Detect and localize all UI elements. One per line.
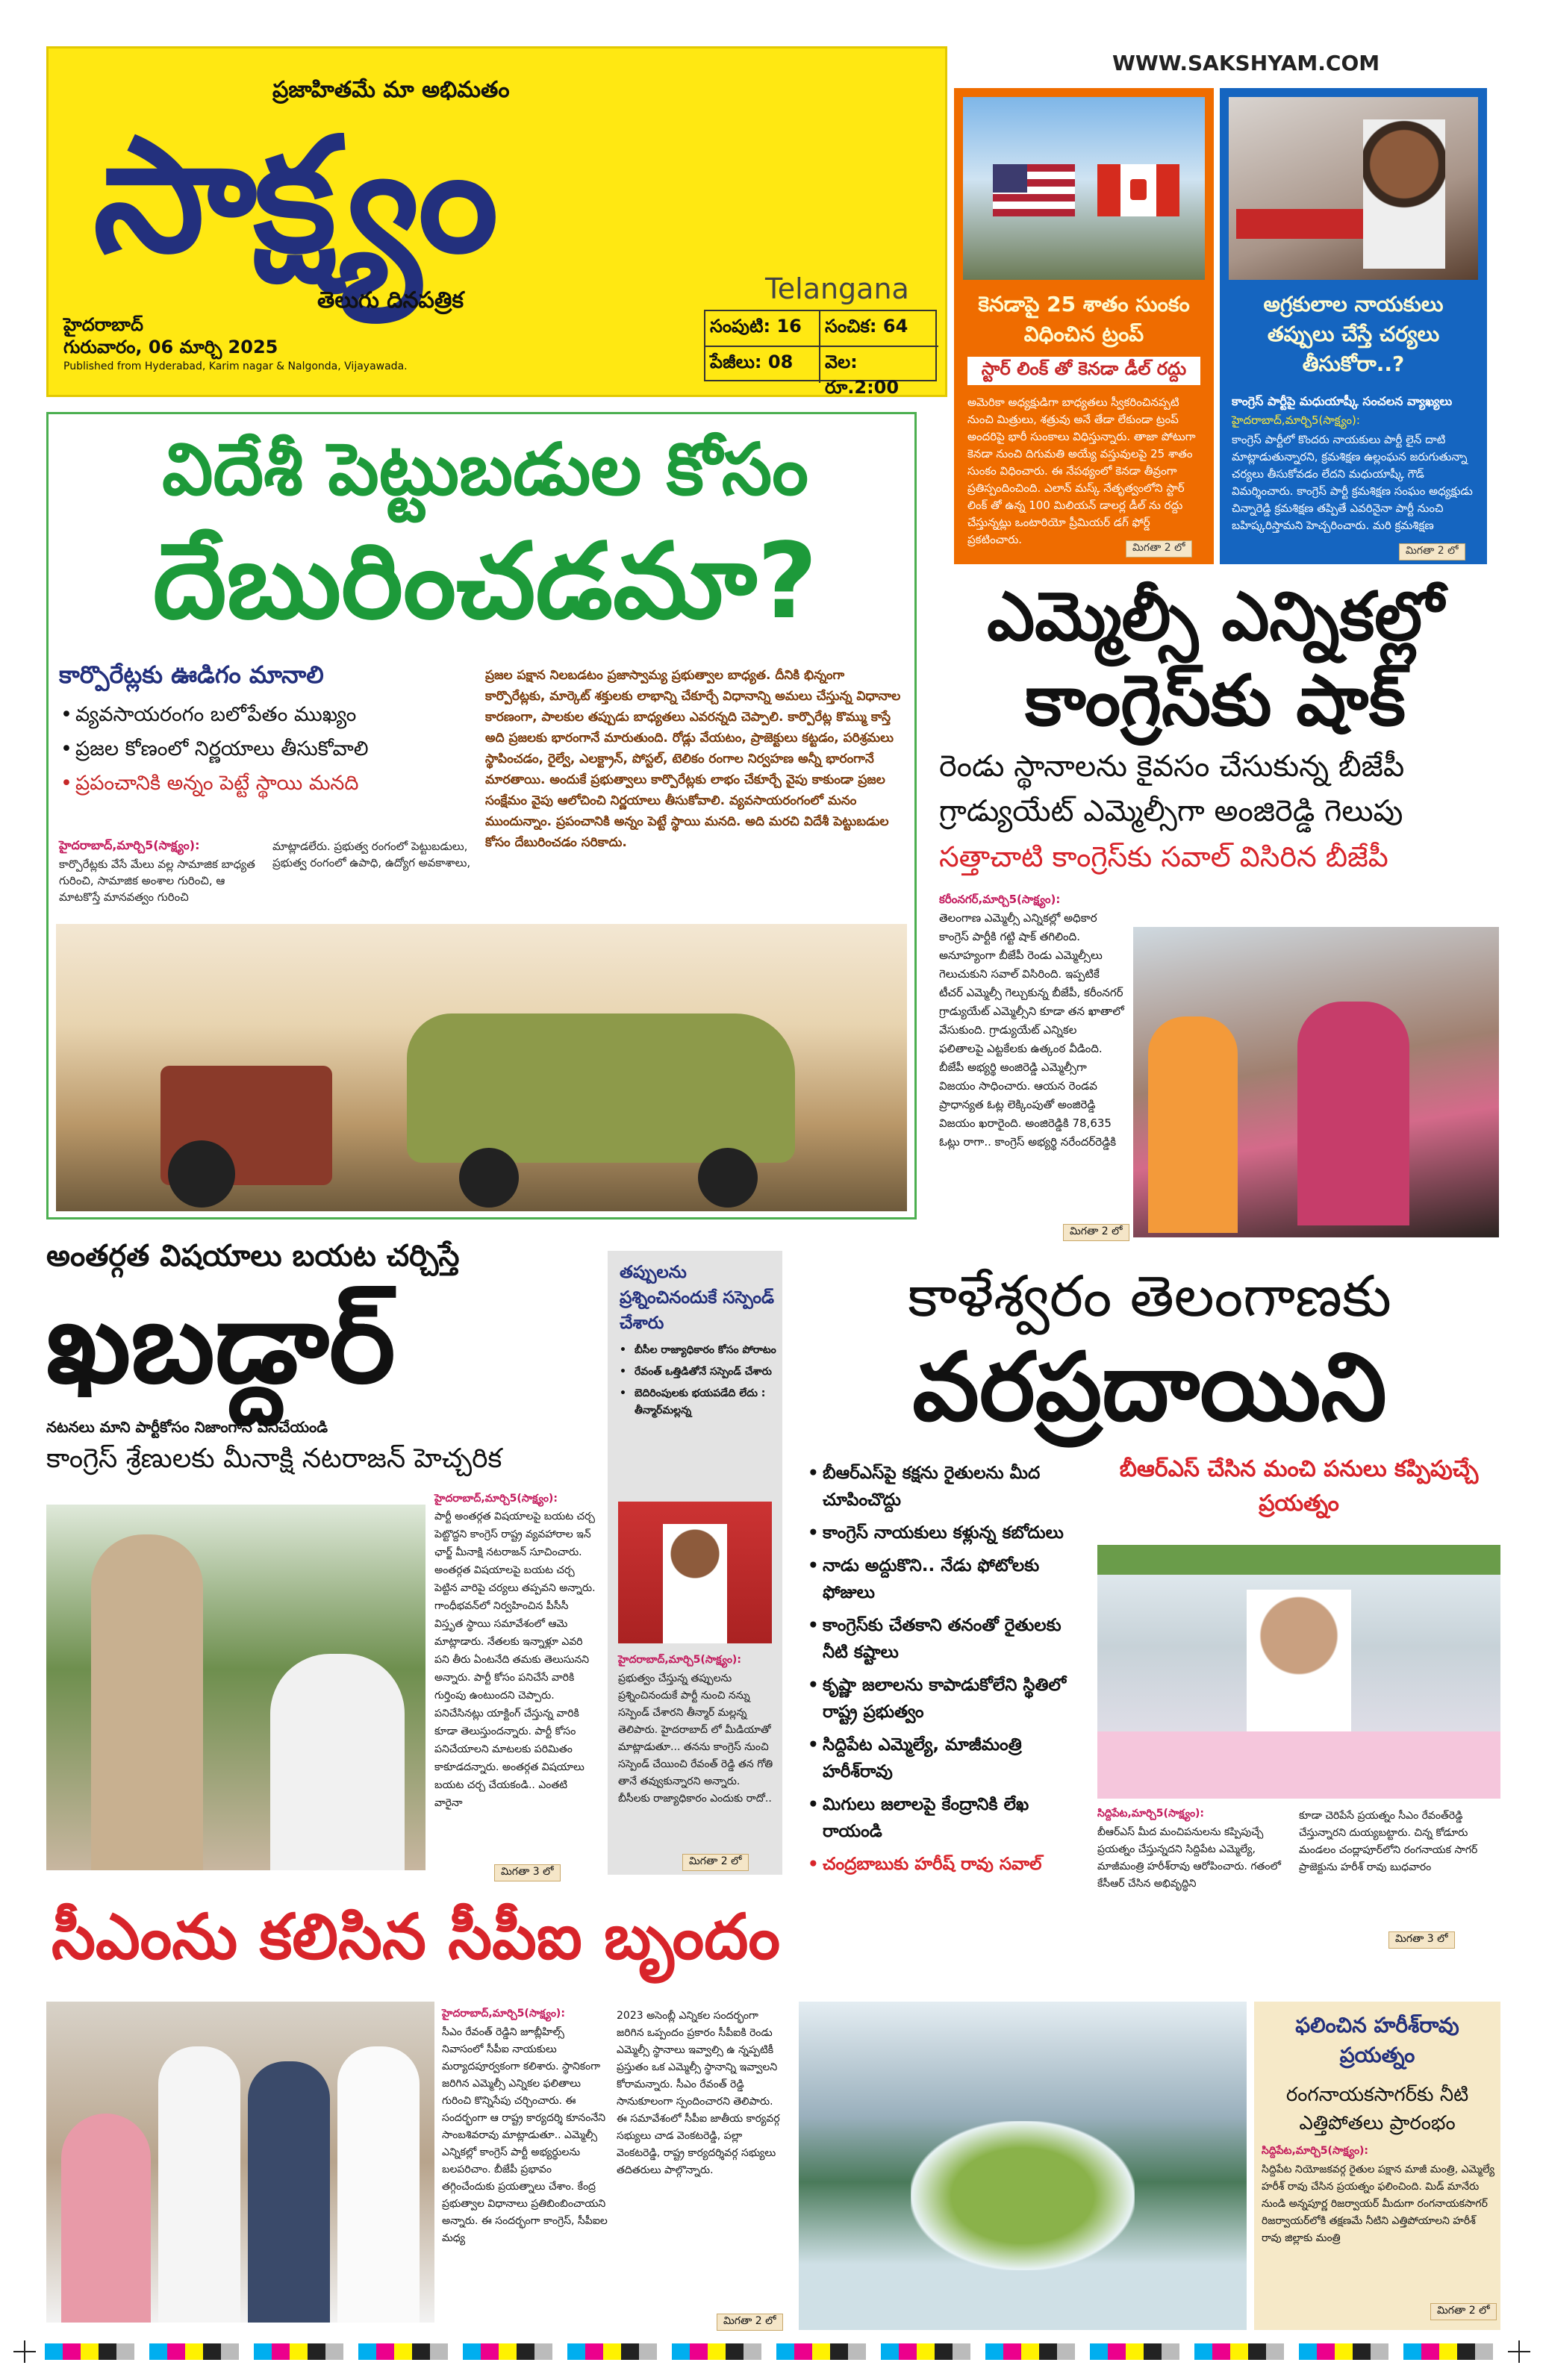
harish-story [1254, 2002, 1500, 2330]
teaser-congress-body: కాంగ్రెస్ పార్టీలో కొందరు నాయకులు పార్టీ లైన్ దాటి మాట్లాడుతున్నారని, క్రమశిక్షణ ఉల్లంఘన జరుగుతున్నా చర్యలు తీసుకోవడం లేదని మధుయాష్కీ గౌడ్ విమర్శించారు. కాంగ్రెస్ పార్టీ క్రమశిక్షణ సంఘం అధ్యక్షుడు చిన్నారెడ్డి క్రమశిక్షణ తప్పితే ఎవరినైనా పార్టీ నుంచి బహిష్కరిస్తామని హెచ్చరించారు. మరి క్రమశిక్షణ [1232, 433, 1473, 532]
kaleshwaram-bullet: • బీఆర్ఎస్‌పై కక్షను రైతులను మీద చూపించొద్దు [806, 1460, 1090, 1514]
teaser-congress-page-ref[interactable]: మిగతా 2 లో [1399, 543, 1465, 560]
kaleshwaram-dateline: సిద్దిపేట,మార్చి5(సాక్ష్యం): [1097, 1808, 1205, 1820]
kaleshwaram-bullet: • కాంగ్రెస్‌కు చేతకాని తనంతో రైతులకు నీటి కష్టాలు [806, 1612, 1090, 1666]
teaser-canada-photo [963, 97, 1205, 280]
mlc-headline-1: ఎమ్మెల్సీ ఎన్నికల్లో [987, 578, 1444, 656]
cpi-page-ref[interactable]: మిగతా 2 లో [717, 2314, 783, 2331]
khabardar-photo [46, 1505, 426, 1870]
khabardar-headline: ఖబడ్దార్ [46, 1278, 396, 1408]
leader-portrait [1363, 119, 1445, 269]
lead-headline-2: దేబురించడమా? [152, 521, 818, 643]
masthead-city: హైదరాబాద్ [63, 314, 143, 335]
hay-load [407, 1013, 795, 1163]
kaleshwaram-body-col2: కూడా చెరిపేసే ప్రయత్నం సీఎం రేవంత్‌రెడ్డి చేస్తున్నారని దుయ్యబట్టారు. చిన్న కోడూరు మండలం చంద్లాపూర్‌లోని రంగనాయక సాగర్ ప్రాజెక్టును హరీశ్ రావు బుధవారం [1299, 1810, 1478, 1873]
khabardar-dateline: హైదరాబాద్,మార్చి5(సాక్ష్యం): [434, 1493, 558, 1505]
harish-headline: ఫలించిన హరీశ్‌రావు ప్రయత్నం [1295, 2013, 1459, 2067]
masthead-volume: సంపుటి: 16 [710, 316, 802, 337]
suspend-bullets [618, 1342, 776, 1419]
kaleshwaram-bullets [806, 1460, 1090, 1878]
teaser-congress-photo [1229, 97, 1478, 280]
lead-bullet: • వ్యవసాయరంగం బలోపేతం ముఖ్యం [59, 698, 477, 732]
khabardar-sub2: కాంగ్రెస్ శ్రేణులకు మీనాక్షి నటరాజన్ హెచ్చరిక [46, 1443, 502, 1474]
mlc-headline-2: కాంగ్రెస్‌కు షాక్ [1025, 660, 1406, 742]
suspend-body: ప్రభుత్వం చేస్తున్న తప్పులను ప్రశ్నించినందుకే పార్టీ నుంచి నన్ను సస్పెండ్ చేశారని తీన్మార్ మల్లన్న తెలిపారు. హైదరాబాద్ లో మీడియాతో మాట్లాడుతూ... తనను కాంగ్రెస్ నుంచి సస్పెండ్ చేయించి రేవంత్ రెడ్డి తన గోతి తానే తవ్వుకున్నారని అన్నారు. బీసీలకు రాజ్యాధికారం ఎందుకు రాదో.. [618, 1672, 773, 1805]
lead-farm-photo [56, 924, 907, 1211]
masthead-logo: సాక్ష్యం [93, 103, 496, 287]
mlc-sub3: సత్తాచాటి కాంగ్రెస్‌కు సవాల్ విసిరిన బీజేపీ [939, 840, 1388, 873]
water-surge [911, 2121, 1135, 2270]
suspend-bullet: • రేవంత్ ఒత్తిడితోనే సస్పెండ్ చేశారు [618, 1364, 776, 1381]
teaser-congress-dateline: హైదరాబాద్,మార్చి5(సాక్ష్యం): [1232, 413, 1360, 427]
kaleshwaram-page-ref[interactable]: మిగతా 3 లో [1388, 1931, 1455, 1949]
lead-bullet: • ప్రపంచానికి అన్నం పెట్టే స్థాయి మనది [59, 766, 477, 801]
suspend-dateline: హైదరాబాద్,మార్చి5(సాక్ష్యం): [618, 1654, 741, 1666]
harish-photo [799, 2002, 1247, 2330]
masthead-published: Published from Hyderabad, Karim nagar & Nalgonda, Vijayawada. [63, 360, 408, 372]
mlc-dateline: కరీంనగర్,మార్చి5(సాక్ష్యం): [939, 893, 1061, 906]
mlc-body: తెలంగాణ ఎమ్మెల్సీ ఎన్నికల్లో అధికార కాంగ్రెస్ పార్టీకి గట్టి షాక్ తగిలింది. అనూహ్యంగా బీజేపీ రెండు ఎమ్మెల్సీలు గెలుచుకుని సవాల్ విసిరింది. ఇప్పటికే టీచర్ ఎమ్మెల్సీ గెల్చుకున్న బీజేపీ, కరీంనగర్ గ్రాడ్యుయేట్ ఎమ్మెల్సీని కూడా తన ఖాతాలో వేసుకుంది. గ్రాడ్యుయేట్ ఎన్నికల ఫలితాలపై ఎట్టకేలకు ఉత్కంఠ వీడింది. బీజేపీ అభ్యర్థి అంజిరెడ్డి ఎమ్మెల్సీగా విజయం సాధించారు. ఆయన రెండవ ప్రాధాన్యత ఓట్ల లెక్కింపుతో అంజిరెడ్డి విజయం ఖరారైంది. అంజిరెడ్డికి 78,635 ఓట్లు రాగా.. కాంగ్రెస్ అభ్యర్థి నరేందర్‌రెడ్డికి [939, 911, 1124, 1149]
kaleshwaram-bullet: • మిగులు జలాలపై కేంద్రానికి లేఖ రాయండి [806, 1791, 1090, 1845]
lead-bullets [59, 698, 477, 801]
lead-story [46, 412, 917, 1219]
kaleshwaram-story [799, 1261, 1500, 1963]
masthead-subtitle: తెలుగు దినపత్రిక [317, 287, 464, 313]
kaleshwaram-headline-2: వరప్రదాయిని [912, 1332, 1387, 1442]
harish-sub: రంగనాయకసాగర్‌కు నీటి ఎత్తిపోతలు ప్రారంభం [1285, 2084, 1469, 2134]
lead-editorial: ప్రజల పక్షాన నిలబడటం ప్రజాస్వామ్య ప్రభుత్వాల బాధ్యత. దీనికి భిన్నంగా కార్పొరేట్లకు, మార్కెట్ శక్తులకు లాభాన్ని చేకూర్చే విధానాన్ని అమలు చేస్తున్న విధానాల కారణంగా, పాలకుల తప్పుడు బాధ్యతలు ఎవరన్నది చెప్పాలి. కార్పొరేట్ల కొమ్ము కాస్తే అది ప్రజలకు భారంగానే మారుతుంది. రోడ్లు వేయటం, ప్రాజెక్టులు కట్టడం, పరిశ్రమలు స్థాపించడం, రైల్వే, ఎలక్ట్రాన్, పోస్టల్, టెలికం రంగాల నిర్వహణ అన్నీ భారంగానే మారతాయి. అందుకే ప్రభుత్వాలు కార్పొరేట్లకు లాభం చేకూర్చే వైపు కాకుండా ప్రజల సంక్షేమం వైపు ఆలోచించి నిర్ణయాలు తీసుకోవాలి. వ్యవసాయరంగంలో మనం ముందున్నాం. ప్రపంచానికి అన్నం పెట్టే స్థాయి మనది. అది మరచి విదేశీ పెట్టుబడుల కోసం దేబురించడం సరికాదు. [485, 668, 901, 850]
cpi-dateline: హైదరాబాద్,మార్చి5(సాక్ష్యం): [442, 2008, 565, 2020]
suspend-photo [618, 1502, 772, 1643]
mlc-page-ref[interactable]: మిగతా 2 లో [1063, 1224, 1129, 1241]
masthead-tagline: ప్రజాహితమే మా అభిమతం [272, 77, 510, 103]
registration-strip [45, 2343, 1500, 2360]
khabardar-page-ref[interactable]: మిగతా 3 లో [494, 1864, 561, 1881]
suspend-headline: తప్పులను ప్రశ్నించినందుకే సస్పెండ్ చేశారు [620, 1263, 775, 1333]
kaleshwaram-bullet: • కాంగ్రెస్ నాయకులు కళ్లున్న కబోదులు [806, 1519, 1090, 1546]
masthead-edition: Telangana [765, 272, 909, 305]
teaser-canada-headline: కెనడాపై 25 శాతం సుంకం విధించిన ట్రంప్ [978, 292, 1190, 346]
kaleshwaram-bullet: • నాడు అద్దుకొని.. నేడు ఫోటోలకు ఫోజులు [806, 1552, 1090, 1606]
kaleshwaram-headline-1: కాళేశ్వరం తెలంగాణకు [908, 1263, 1391, 1329]
teaser-canada-page-ref[interactable]: మిగతా 2 లో [1126, 540, 1192, 557]
masthead-info-box [704, 310, 937, 398]
teaser-congress-intro: కాంగ్రెస్ పార్టీపై మధుయాష్కీ సంచలన వ్యాఖ్యలు [1232, 394, 1453, 408]
cpi-photo [46, 2002, 434, 2323]
khabardar-kicker: అంతర్గత విషయాలు బయట చర్చిస్తే [46, 1239, 460, 1273]
khabardar-sub1: నటనలు మాని పార్టీకోసం నిజాంగానే పనిచేయండి [46, 1418, 328, 1436]
masthead [46, 46, 947, 397]
website-url[interactable]: WWW.SAKSHYAM.COM [1112, 51, 1380, 75]
khabardar-body: పార్టీ అంతర్గత విషయాలపై బయట చర్చ పెట్టొద్దని కాంగ్రెస్ రాష్ట్ర వ్యవహారాల ఇన్ ఛార్జ్ మీనాక్షి నటరాజన్ సూచించారు. అంతర్గత విషయాలపై బయట చర్చ పెట్టిన వారిపై చర్యలు తప్పవని అన్నారు. గాంధీభవన్‌లో నిర్వహించిన పీసీసీ విస్తృత స్థాయి సమావేశంలో ఆమె మాట్లాడారు. నేతలకు ఇన్నాళ్లూ ఎవరి పని తీరు ఏంటనేది తమకు తెలుసునని అన్నారు. పార్టీ కోసం పనిచేసే వారికి గుర్తింపు ఉంటుందని చెప్పారు. పనిచేసినట్లు యాక్టింగ్ చేస్తున్న వారికి కూడా తెలుస్తుందన్నారు. పార్టీ కోసం పనిచేయాలని మాటలకు పరిమితం కాకూడదన్నారు. అంతర్గత విషయాలు బయట చర్చ చేయకండి.. ఎంతటి వారైనా [434, 1511, 596, 1809]
teaser-canada[interactable] [954, 88, 1214, 564]
kaleshwaram-body-col1: బీఆర్‌ఎస్ మీద మంచిపనులను కప్పిపుచ్చే ప్రయత్నం చేస్తున్నదని సిద్దిపేట ఎమ్మెల్యే, మాజీమంత్రి హరీశ్‌రావు ఆరోపించారు. గతంలో కేసీఆర్ చేసిన అభివృద్ధిని [1097, 1826, 1281, 1890]
masthead-price: వెల: రూ.2:00 [825, 352, 900, 398]
cpi-body-col2: 2023 అసెంబ్లీ ఎన్నికల సందర్భంగా జరిగిన ఒప్పందం ప్రకారం సీపీఐకి రెండు ఎమ్మెల్సీ స్థానాలు ఇవ్వాల్సి ఉ న్నప్పటికీ ప్రస్తుతం ఒక ఎమ్మెల్సీ స్థానాన్ని ఇవ్వాలని కోరామన్నారు. సీఎం రేవంత్ రెడ్డి సానుకూలంగా స్పందించారని తెలిపారు. ఈ సమావేశంలో సీపీఐ జాతీయ కార్యవర్గ సభ్యులు చాడ వెంకటరెడ్డి, పల్లా వెంకటరెడ్డి, రాష్ట్ర కార్యదర్శివర్గ సభ్యులు తదితరులు పాల్గొన్నారు. [617, 2010, 780, 2176]
masthead-pages: పేజీలు: 08 [710, 352, 794, 372]
lead-headline-1: విదేశీ పెట్టుబడుల కోసం [162, 428, 808, 511]
teaser-congress-headline: అగ్రకులాల నాయకులు తప్పులు చేస్తే చర్యలు తీసుకోరా..? [1263, 292, 1444, 376]
harish-page-ref[interactable]: మిగతా 2 లో [1430, 2303, 1497, 2320]
mlc-sub1: రెండు స్థానాలను కైవసం చేసుకున్న బీజేపీ [939, 749, 1405, 784]
lead-deck: కార్పొరేట్లకు ఊడిగం మానాలి [59, 660, 324, 689]
kaleshwaram-deck: బీఆర్ఎస్ చేసిన మంచి పనులు కప్పిపుచ్చే ప్రయత్నం [1119, 1456, 1479, 1517]
kaleshwaram-bullet: • చంద్రబాబుకు హరీష్ రావు సవాల్ [806, 1851, 1090, 1878]
registration-mark-icon [13, 2340, 36, 2363]
suspend-bullet: • బీసీల రాజ్యాధికారం కోసం పోరాటం [618, 1342, 776, 1359]
teaser-congress[interactable] [1220, 88, 1487, 564]
mlc-sub2: గ్రాడ్యుయేట్ ఎమ్మెల్సీగా అంజిరెడ్డి గెలుపు [939, 794, 1403, 828]
suspend-story [608, 1251, 782, 1875]
suspend-bullet: • బెదిరింపులకు భయపడేది లేదు : తీన్మార్‌మల్లన్న [618, 1385, 776, 1419]
harish-body: సిద్దిపేట నియోజకవర్గ రైతుల పక్షాన మాజీ మంత్రి, ఎమ్మెల్యే హరీశ్ రావు చేసిన ప్రయత్నం ఫలించింది. మిడ్ మానేరు నుండి అన్నపూర్ణ రిజర్వాయర్ మీదుగా రంగనాయకసాగర్ రిజర్వాయర్‌లోకి తక్షణమే నీటిని ఎత్తిపోయాలని హరీశ్ రావు జిల్లాకు మంత్రి [1262, 2164, 1494, 2244]
teaser-canada-body: అమెరికా అధ్యక్షుడిగా బాధ్యతలు స్వీకరించినప్పటి నుంచి మిత్రులు, శత్రువు అనే తేడా లేకుండా ట్రంప్ అందరిపై భారీ సుంకాలు విధిస్తున్నారు. తాజా పోటుగా కెనడా నుంచి దిగుమతి అయ్యే వస్తువులపై 25 శాతం సుంకం విధించారు. ఈ నేపథ్యంలో కెనడా తీవ్రంగా ప్రతిస్పందించింది. ఎలాన్ మస్క్ నేతృత్వంలోని స్టార్ లింక్ తో ఉన్న 100 మిలియన్ డాలర్ల డీల్ ను రద్దు చేస్తున్నట్లు ఒంటారియో ప్రీమియర్ డగ్ ఫోర్డ్ ప్రకటించారు. [967, 396, 1196, 546]
masthead-issue: సంచిక: 64 [825, 316, 908, 337]
lead-body-col2: మాట్లాడలేరు. ప్రభుత్వ రంగంలో పెట్టుబడులు, ప్రభుత్వ రంగంలో ఉపాధి, ఉద్యోగ అవకాశాలు, [272, 840, 471, 869]
mlc-bjp-photo [1133, 927, 1499, 1237]
kaleshwaram-bullet: • కృష్ణా జలాలను కాపాడుకోలేని స్థితిలో రాష్ట్ర ప్రభుత్వం [806, 1672, 1090, 1725]
mlc-story [932, 576, 1499, 1251]
cpi-headline: సీఎంను కలిసిన సీపీఐ బృందం [51, 1900, 781, 1973]
teaser-canada-subhead: స్టార్ లింక్ తో కెనడా డీల్ రద్దు [967, 357, 1200, 385]
harish-dateline: సిద్దిపేట,మార్చి5(సాక్ష్యం): [1262, 2145, 1369, 2157]
registration-mark-icon [1508, 2340, 1530, 2363]
lead-body-col1: కార్పొరేట్లకు వేసే మేలు వల్ల సామాజిక బాధ్యత గురించి, సామాజిక అంశాల గురించి, ఆ మాటకొస్తే మానవత్వం గురించి [59, 858, 255, 904]
masthead-date: గురువారం, 06 మార్చి 2025 [63, 337, 278, 357]
kaleshwaram-bullet: • సిద్దిపేట ఎమ్మెల్యే, మాజీమంత్రి హరీశ్‌రావు [806, 1731, 1090, 1785]
lead-dateline: హైదరాబాద్,మార్చి5(సాక్ష్యం): [59, 838, 200, 852]
kaleshwaram-photo [1097, 1545, 1500, 1799]
lead-bullet: • ప్రజల కోణంలో నిర్ణయాలు తీసుకోవాలి [59, 732, 477, 766]
cpi-body-col1: సీఎం రేవంత్ రెడ్డిని జూబ్లీహిల్స్ నివాసంలో సీపీఐ నాయకులు మర్యాదపూర్వకంగా కలిశారు. స్థానికంగా జరిగిన ఎమ్మెల్సీ ఎన్నికల ఫలితాలు గురించి కొన్నిసేపు చర్చించారు. ఈ సందర్భంగా ఆ రాష్ట్ర కార్యదర్శి కూనంనేని సాంబశివరావు మాట్లాడుతూ.. ఎమ్మెల్సీ ఎన్నికల్లో కాంగ్రెస్ పార్టీ అభ్యర్థులను బలపరిచాం. బీజేపీ ప్రభావం తగ్గించేందుకు ప్రయత్నాలు చేశాం. కేంద్ర ప్రభుత్వాల విధానాలు ప్రతిబింబించాయని అన్నారు. ఈ సందర్భంగా కాంగ్రెస్, సీపీఐల మధ్య [442, 2026, 608, 2244]
suspend-page-ref[interactable]: మిగతా 2 లో [682, 1854, 749, 1871]
